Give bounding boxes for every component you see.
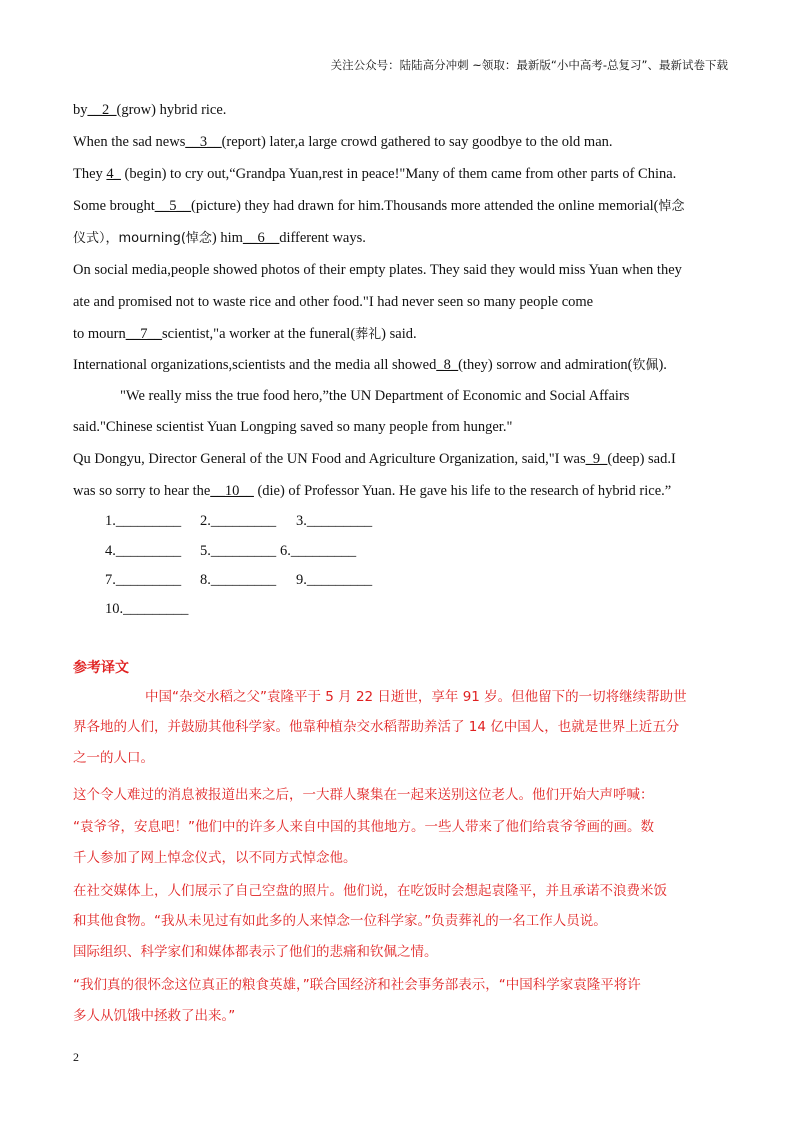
passage-line-7: ate and promised not to waste rice and other food."I had never seen so many people come [73,294,594,310]
passage-line-13: was so sorry to hear the__10__ (die) of Professor Yuan. He gave his life to the research of hybrid rice.” [73,483,672,499]
blank-9: _9_ [585,451,608,467]
translation-line-6: 千人参加了网上悼念仪式，以不同方式悼念他。 [73,850,357,866]
answer-blank-10[interactable]: 10._________ [105,601,189,617]
passage-line-3: They 4_ (begin) to cry out,“Grandpa Yuan,rest in peace!"Many of them came from other parts of China. [73,166,677,182]
translation-line-9: 国际组织、科学家们和媒体都表示了他们的悲痛和钦佩之情。 [73,944,438,960]
passage-line-2: When the sad news__3__(report) later,a large crowd gathered to say goodbye to the old man. [73,134,613,150]
answer-blank-5[interactable]: 5._________ [200,543,277,559]
blank-2: __2_ [87,102,117,118]
passage-line-8: to mourn__7__scientist,"a worker at the funeral(葬礼) said. [73,326,417,342]
translation-line-5: “袁爷爷，安息吧！”他们中的许多人来自中国的其他地方。一些人带来了他们给袁爷爷画的画。数 [73,819,654,835]
translation-line-7: 在社交媒体上，人们展示了自己空盘的照片。他们说，在吃饭时会想起袁隆平，并且承诺不浪费米饭 [73,883,667,899]
translation-line-3: 之一的人口。 [73,750,154,766]
answer-blank-1[interactable]: 1._________ [105,513,182,529]
translation-line-1: 中国“杂交水稻之父”袁隆平于 5 月 22 日逝世，享年 91 岁。但他留下的一切将继续帮助世 [145,689,687,705]
passage-line-11: said."Chinese scientist Yuan Longping saved so many people from hunger." [73,419,513,435]
passage-line-5: 仪式），mourning(悼念) him__6__different ways. [73,230,366,246]
blank-7: __7__ [125,326,163,342]
translation-line-11: 多人从饥饿中拯救了出来。” [73,1008,236,1024]
page-header: 关注公众号：陆陆高分冲刺 ~领取：最新版“小中高考-总复习”、最新试卷下载 [330,58,728,72]
reference-title: 参考译文 [73,660,129,676]
passage-line-6: On social media,people showed photos of their empty plates. They said they would miss Yuan when they [73,262,682,278]
translation-line-2: 界各地的人们，并鼓励其他科学家。他靠种植杂交水稻帮助养活了 14 亿中国人，也就是世界上近五分 [73,719,680,735]
answer-blank-4[interactable]: 4._________ [105,543,182,559]
page-number: 2 [73,1050,79,1064]
answer-blank-7[interactable]: 7._________ [105,572,182,588]
answer-blank-2[interactable]: 2._________ [200,513,277,529]
passage-line-1: by__2_(grow) hybrid rice. [73,102,227,118]
answer-blank-3[interactable]: 3._________ [296,513,373,529]
translation-line-4: 这个令人难过的消息被报道出来之后，一大群人聚集在一起来送别这位老人。他们开始大声呼喊： [73,787,654,803]
answer-blank-9[interactable]: 9._________ [296,572,373,588]
answer-blank-8[interactable]: 8._________ [200,572,277,588]
passage-line-9: International organizations,scientists and the media all showed_8_(they) sorrow and admiration(钦佩). [73,357,667,373]
passage-line-12: Qu Dongyu, Director General of the UN Food and Agriculture Organization, said,"I was_9_(deep) sad.I [73,451,676,467]
blank-8: _8_ [436,357,459,373]
passage-line-4: Some brought__5__(picture) they had drawn for him.Thousands more attended the online memorial(悼念 [73,198,685,214]
blank-5: __5__ [154,198,192,214]
translation-line-8: 和其他食物。“我从未见过有如此多的人来悼念一位科学家。”负责葬礼的一名工作人员说。 [73,913,607,929]
answer-blank-6[interactable]: 6._________ [280,543,357,559]
passage-line-10: "We really miss the true food hero,”the UN Department of Economic and Social Affairs [120,388,630,404]
blank-10: __10__ [210,483,254,499]
blank-6: __6__ [242,230,280,246]
blank-3: __3__ [185,134,222,150]
blank-4: 4_ [106,166,121,182]
translation-line-10: “我们真的很怀念这位真正的粮食英雄，”联合国经济和社会事务部表示，“中国科学家袁隆平将许 [73,977,641,993]
